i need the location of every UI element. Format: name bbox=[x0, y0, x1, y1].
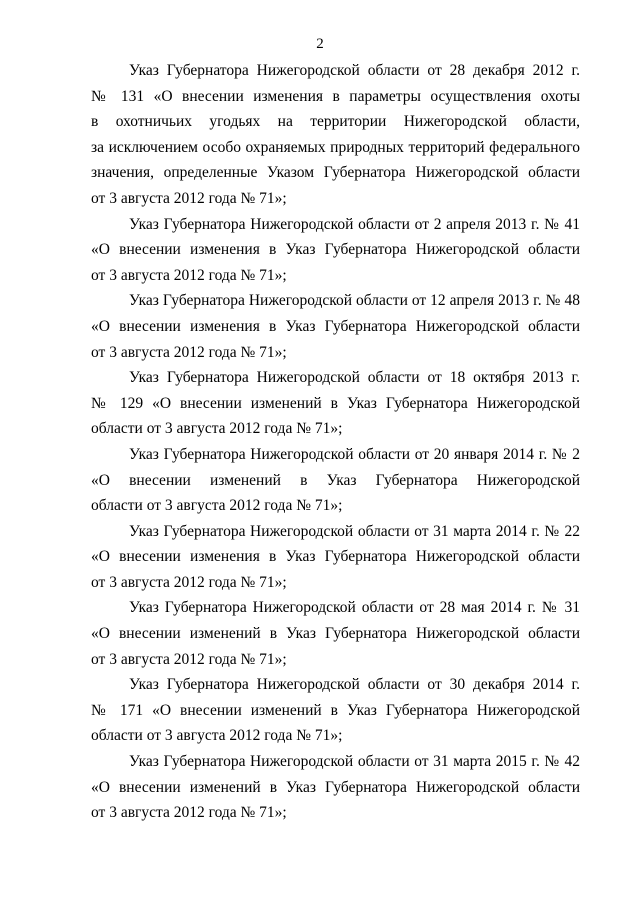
paragraph-line: Указ Губернатора Нижегородской области от 12 апреля 2013 г. № 48 bbox=[129, 292, 580, 310]
paragraph-line: от 3 августа 2012 года № 71»; bbox=[91, 650, 287, 668]
paragraph-line: Указ Губернатора Нижегородской области от 31 марта 2014 г. № 22 bbox=[129, 522, 580, 540]
paragraph-line: от 3 августа 2012 года № 71»; bbox=[91, 343, 287, 361]
paragraph-line: области от 3 августа 2012 года № 71»; bbox=[91, 420, 343, 438]
paragraph-line: «О внесении изменения в Указ Губернатора Нижегородской области bbox=[91, 241, 580, 259]
paragraph-line: Указ Губернатора Нижегородской области от 28 декабря 2012 г. bbox=[129, 62, 580, 79]
paragraph-line: за исключением особо охраняемых природных территорий федерального bbox=[91, 138, 580, 156]
paragraph-line: «О внесении изменений в Указ Губернатора Нижегородской области bbox=[91, 778, 580, 796]
paragraph-line: «О внесении изменения в Указ Губернатора Нижегородской области bbox=[91, 317, 580, 335]
paragraph-line: Указ Губернатора Нижегородской области от 2 апреля 2013 г. № 41 bbox=[129, 215, 580, 233]
paragraph-line: Указ Губернатора Нижегородской области от 18 октября 2013 г. bbox=[129, 369, 580, 387]
decree-paragraph bbox=[91, 58, 580, 212]
decree-paragraph bbox=[91, 212, 580, 289]
paragraph-line: от 3 августа 2012 года № 71»; bbox=[91, 266, 287, 284]
paragraph-line: области от 3 августа 2012 года № 71»; bbox=[91, 497, 343, 515]
paragraph-line: Указ Губернатора Нижегородской области от 31 марта 2015 г. № 42 bbox=[129, 753, 580, 771]
paragraph-line: Указ Губернатора Нижегородской области от 28 мая 2014 г. № 31 bbox=[129, 599, 580, 617]
page-number: 2 bbox=[316, 36, 324, 52]
paragraph-line: от 3 августа 2012 года № 71»; bbox=[91, 573, 287, 591]
decree-paragraph bbox=[91, 365, 580, 442]
paragraph-line: «О внесении изменений в Указ Губернатора Нижегородской области bbox=[91, 625, 580, 643]
decree-paragraph bbox=[91, 749, 580, 826]
decree-paragraph bbox=[91, 672, 580, 749]
paragraph-line: от 3 августа 2012 года № 71»; bbox=[91, 189, 287, 207]
paragraph-line: № 131 «О внесении изменения в параметры осуществления охоты bbox=[91, 87, 580, 105]
decree-paragraph bbox=[91, 288, 580, 365]
paragraph-line: № 129 «О внесении изменений в Указ Губернатора Нижегородской bbox=[91, 394, 580, 412]
paragraph-line: «О внесении изменения в Указ Губернатора Нижегородской области bbox=[91, 548, 580, 566]
paragraph-line: Указ Губернатора Нижегородской области от 20 января 2014 г. № 2 bbox=[129, 445, 580, 463]
paragraph-line: области от 3 августа 2012 года № 71»; bbox=[91, 727, 343, 745]
paragraph-line: от 3 августа 2012 года № 71»; bbox=[91, 804, 287, 822]
document-body bbox=[91, 58, 580, 826]
decree-paragraph bbox=[91, 595, 580, 672]
paragraph-line: значения, определенные Указом Губернатора Нижегородской области bbox=[91, 164, 580, 182]
decree-paragraph bbox=[91, 442, 580, 519]
paragraph-line: Указ Губернатора Нижегородской области от 30 декабря 2014 г. bbox=[129, 676, 580, 694]
decree-paragraph bbox=[91, 519, 580, 596]
paragraph-line: № 171 «О внесении изменений в Указ Губернатора Нижегородской bbox=[91, 701, 580, 719]
paragraph-line: в охотничьих угодьях на территории Нижегородской области, bbox=[91, 113, 580, 131]
paragraph-line: «О внесении изменений в Указ Губернатора Нижегородской bbox=[91, 471, 580, 489]
